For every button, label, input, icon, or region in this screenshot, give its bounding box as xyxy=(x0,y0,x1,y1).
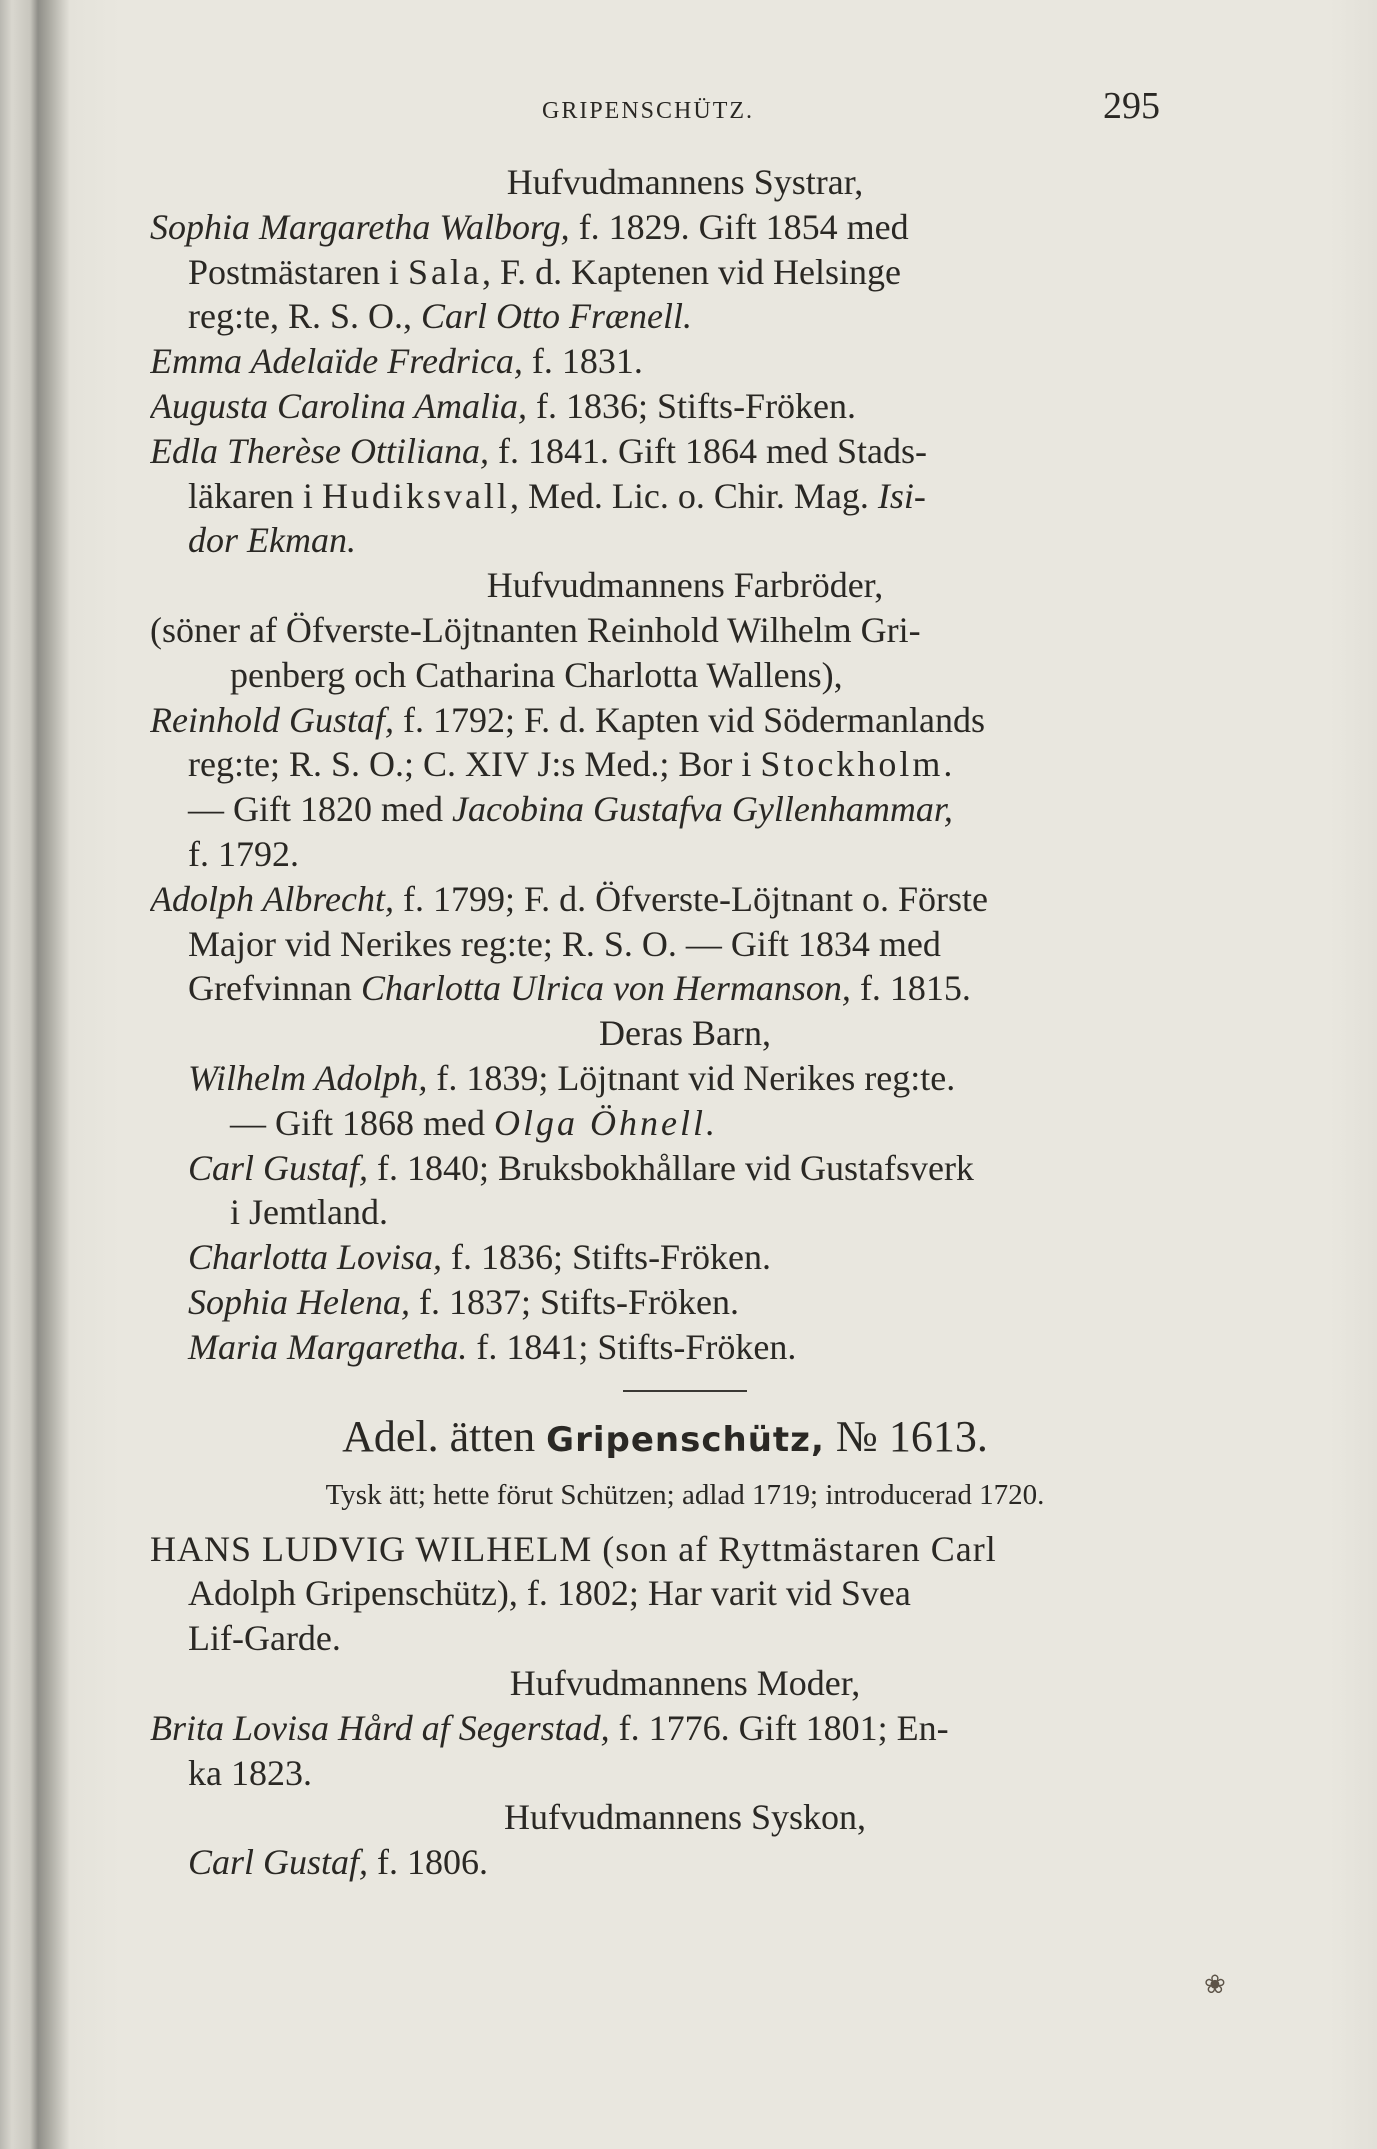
section-title xyxy=(150,1406,1220,1471)
entry-edla-line3 xyxy=(150,518,1220,563)
entry-text: Postmästaren i xyxy=(188,251,408,292)
entry-edla-line2 xyxy=(150,474,1220,519)
entry-adolph-line3 xyxy=(150,966,1220,1011)
entry-reinhold-line1 xyxy=(150,698,1220,743)
ink-mark-icon: ❀ xyxy=(1204,1970,1226,1999)
place-name: Hudiksvall xyxy=(321,475,510,516)
entry-brita-line1 xyxy=(150,1706,1220,1751)
entry-text: f. 1776. Gift 1801; En- xyxy=(609,1707,949,1748)
entry-carl-line1 xyxy=(150,1146,1220,1191)
person-name: Sophia Helena, xyxy=(188,1281,410,1322)
entry-text: f. 1829. Gift 1854 med xyxy=(569,206,909,247)
person-name: Maria Margaretha. xyxy=(188,1326,468,1367)
entry-adolph-line2: Major vid Nerikes reg:te; R. S. O. — Gift 1834 med xyxy=(188,923,941,964)
entry-text: — Gift 1820 med xyxy=(188,789,452,830)
entry-text: f. 1841. Gift 1864 med Stads- xyxy=(488,430,927,471)
entry-wilhelm-line1 xyxy=(150,1056,1220,1101)
place-name: Sala xyxy=(407,251,482,292)
entry-sophia-line2 xyxy=(150,250,1220,295)
head-line2: Adolph Gripenschütz), f. 1802; Har varit vid Svea xyxy=(188,1573,911,1614)
person-name: Emma Adelaïde Fredrica, xyxy=(150,341,523,382)
entry-text: Grefvinnan xyxy=(188,968,361,1009)
entry-text: f. 1792; F. d. Kapten vid Södermanlands xyxy=(393,699,986,740)
heading-moder: Hufvudmannens Moder, xyxy=(509,1662,861,1703)
spouse-name: Jacobina Gustafva Gyllenhammar, xyxy=(451,789,953,830)
entry-wilhelm-line2 xyxy=(150,1101,1220,1146)
person-name: Augusta Carolina Amalia, xyxy=(150,385,528,426)
entry-text: f. 1840; Bruksbokhållare vid Gustafsverk xyxy=(368,1147,974,1188)
entry-sophia-line3 xyxy=(150,294,1220,339)
entry-text: f. 1836; Stifts-Fröken. xyxy=(527,385,857,426)
entry-text: f. 1837; Stifts-Fröken. xyxy=(409,1281,739,1322)
spouse-name: Isi- xyxy=(877,475,926,516)
entry-text: f. 1841; Stifts-Fröken. xyxy=(467,1326,797,1367)
family-note: Tysk ätt; hette förut Schützen; adlad 1719; introducerad 1720. xyxy=(325,1478,1045,1511)
spouse-name: Carl Otto Frænell. xyxy=(420,296,693,337)
person-name: Sophia Margaretha Walborg, xyxy=(150,206,570,247)
head-line1: HANS LUDVIG WILHELM (son af Ryttmästaren Carl xyxy=(150,1528,997,1569)
person-name: Wilhelm Adolph, xyxy=(188,1057,428,1098)
person-name: Carl Gustaf, xyxy=(188,1842,369,1883)
parents-line2: penberg och Catharina Charlotta Wallens), xyxy=(230,654,843,695)
family-name: Gripenschütz, xyxy=(546,1419,825,1460)
entry-text: f. 1839; Löjtnant vid Nerikes reg:te. xyxy=(427,1057,956,1098)
heading-farbroder: Hufvudmannens Farbröder, xyxy=(486,565,884,606)
entry-text: , Med. Lic. o. Chir. Mag. xyxy=(509,475,878,516)
entry-text: f. 1831. xyxy=(522,341,643,382)
entry-emma xyxy=(150,339,1220,384)
spouse-name: dor Ekman. xyxy=(188,520,356,561)
entry-carl-gustaf xyxy=(150,1840,1220,1885)
entry-text: — Gift 1868 med xyxy=(230,1102,494,1143)
entry-reinhold-line3 xyxy=(150,787,1220,832)
spouse-name: Charlotta Ulrica von Hermanson, xyxy=(360,968,851,1009)
page-text xyxy=(150,84,1220,1885)
entry-text: f. 1799; F. d. Öfverste-Löjtnant o. Förste xyxy=(393,878,989,919)
entry-sophia-helena xyxy=(150,1280,1220,1325)
title-prefix: Adel. ätten xyxy=(342,1411,547,1461)
person-name: Adolph Albrecht, xyxy=(150,878,394,919)
entry-adolph-line1 xyxy=(150,877,1220,922)
entry-text: reg:te; R. S. O.; C. XIV J:s Med.; Bor i xyxy=(188,744,761,785)
entry-charlotta xyxy=(150,1235,1220,1280)
place-name: Stockholm. xyxy=(760,744,956,785)
person-name: Brita Lovisa Hård af Segerstad, xyxy=(150,1707,610,1748)
person-name: Edla Therèse Ottiliana, xyxy=(150,430,489,471)
running-title: GRIPENSCHÜTZ. xyxy=(542,98,755,124)
entry-edla-line1 xyxy=(150,429,1220,474)
person-name: Charlotta Lovisa, xyxy=(188,1237,443,1278)
entry-maria xyxy=(150,1325,1220,1370)
entry-text: läkaren i xyxy=(188,475,322,516)
page-number: 295 xyxy=(1103,85,1160,127)
entry-reinhold-line2 xyxy=(150,742,1220,787)
entry-text: reg:te, R. S. O., xyxy=(188,296,421,337)
entry-text: f. 1806. xyxy=(368,1842,489,1883)
entry-sophia-line1 xyxy=(150,205,1220,250)
entry-augusta xyxy=(150,384,1220,429)
entry-text: f. 1836; Stifts-Fröken. xyxy=(442,1237,772,1278)
entry-carl-line2: i Jemtland. xyxy=(230,1192,388,1233)
person-name: Reinhold Gustaf, xyxy=(150,699,394,740)
heading-systrar: Hufvudmannens Systrar, xyxy=(506,162,864,202)
person-name: Carl Gustaf, xyxy=(188,1147,369,1188)
heading-syskon: Hufvudmannens Syskon, xyxy=(504,1797,866,1838)
entry-reinhold-line4: f. 1792. xyxy=(188,833,299,874)
section-divider xyxy=(623,1390,747,1392)
parents-line1: (söner af Öfverste-Löjtnanten Reinhold Wilhelm Gri- xyxy=(150,609,921,650)
entry-text: f. 1815. xyxy=(850,968,971,1009)
family-number: № 1613. xyxy=(824,1411,988,1461)
entry-text: , F. d. Kaptenen vid Helsinge xyxy=(481,251,902,292)
page-header xyxy=(150,84,1220,140)
head-line3: Lif-Garde. xyxy=(188,1618,341,1659)
spouse-name: Olga Öhnell. xyxy=(493,1102,718,1143)
heading-barn: Deras Barn, xyxy=(599,1013,771,1054)
entry-brita-line2: ka 1823. xyxy=(188,1752,312,1793)
